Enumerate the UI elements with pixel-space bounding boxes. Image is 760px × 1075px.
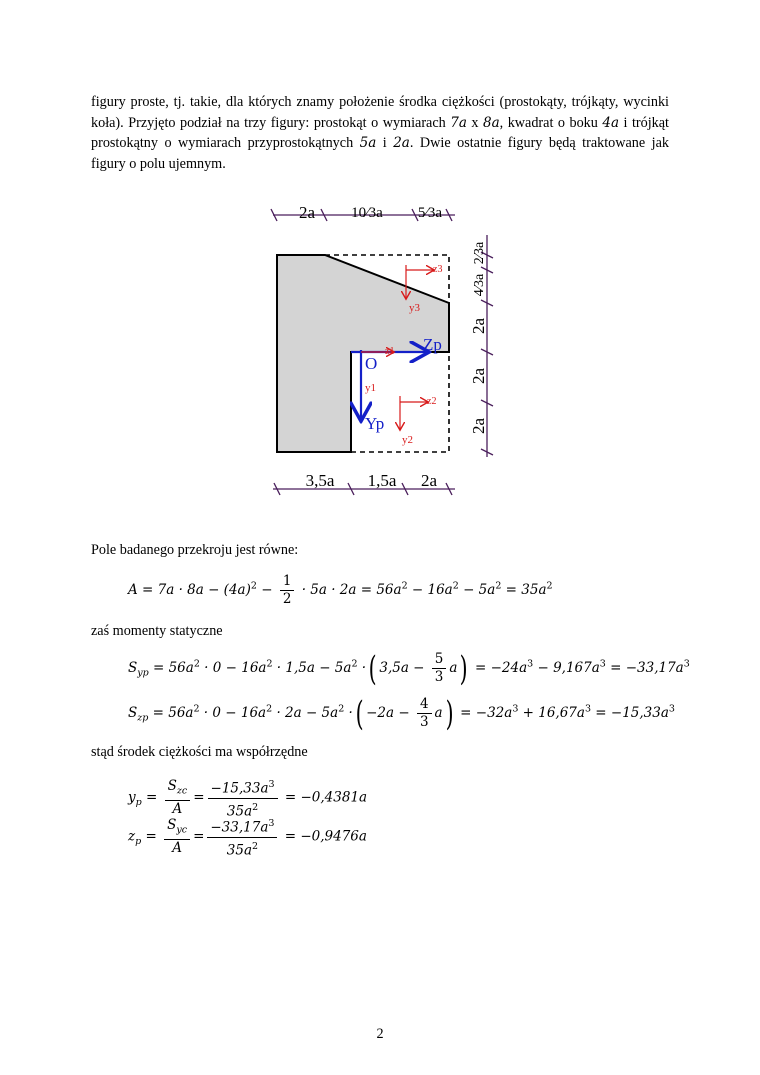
bottom-dim-3: 2a xyxy=(420,471,438,490)
szp-a: = 56a xyxy=(148,705,194,721)
yp-frac2-num: −15,33a xyxy=(210,780,269,797)
zp-lhs: z xyxy=(128,828,136,845)
zp-sub: p xyxy=(135,836,142,848)
area-part-2: · 5a · 2a = 56a xyxy=(297,582,402,598)
area-lhs: A = 7a · 8a − (4a) xyxy=(128,582,251,598)
z1-label: z1 xyxy=(385,346,395,357)
szp-c: · 2a − 5a xyxy=(272,705,339,721)
yp-frac1-num-sub: zc xyxy=(176,785,188,797)
szp-equation: $S_{zp} = 56a^2 \cdot 0 - 16a^2 \cdot 2a - 5a^2$ ·( −2a − $\frac{4}{3}$ $a) = -32a^3 + 16,67a^3 = -15,33a^3$ xyxy=(128,693,675,734)
intro-text-5: i xyxy=(376,135,394,151)
syp-f: − 9,167a xyxy=(533,660,600,676)
area-minus: − xyxy=(256,582,277,598)
yp-frac1-den: A xyxy=(172,800,183,817)
moments-intro: zaś momenty statyczne xyxy=(91,623,223,639)
right-dim-4: 2a xyxy=(469,367,488,385)
yp-fraction-1 xyxy=(165,778,191,818)
right-dim-1: 2⁄3a xyxy=(472,241,487,265)
syp-b: · 0 − 16a xyxy=(199,660,267,676)
right-dim-2: 4⁄3a xyxy=(472,273,487,297)
szp-in2: a xyxy=(434,705,443,721)
intro-paragraph xyxy=(91,92,669,174)
zp-frac2-den: 35a xyxy=(226,842,252,858)
intro-math-8a: 8a xyxy=(483,114,500,131)
intro-text-1: figury proste, tj. takie, dla których znamy położenie środka ciężkości (prostokąty, trójkąty, wycinki koła). Przyjęto podział na trzy figury: prostokąt o wymiarach xyxy=(91,94,669,131)
zp-result: = −0,9476a xyxy=(280,828,367,845)
yp-result: = −0,4381a xyxy=(280,789,368,806)
top-dim-1: 2a xyxy=(298,203,316,222)
zp-frac1-num-sub: yc xyxy=(176,824,188,836)
szp-frac-den: 3 xyxy=(419,714,429,730)
syp-in2: a xyxy=(449,660,458,676)
syp-frac-num: 5 xyxy=(432,651,447,669)
area-result: = 35a xyxy=(501,582,547,598)
intro-text-2: x xyxy=(466,114,483,131)
area-half-fraction xyxy=(280,573,295,608)
szp-f: + 16,67a xyxy=(518,705,585,721)
area-equation: $A = 7a \cdot 8a - (4a)^2$ − $\frac{1}{2}$ · $5a \cdot 2a = 56a^2 - 16a^2 - 5a^2 = 35a^2$ xyxy=(128,573,553,607)
y1-label: y1 xyxy=(365,382,376,394)
page-number: 2 xyxy=(376,1026,384,1042)
zp-axis-label: Zp xyxy=(423,335,442,354)
syp-c: · 1,5a − 5a xyxy=(272,660,352,676)
szp-fraction xyxy=(417,696,432,731)
centroid-intro: stąd środek ciężkości ma współrzędne xyxy=(91,744,308,760)
intro-math-4a: 4a xyxy=(602,114,620,131)
intro-text-6: . Dwie ostatnie figury będą traktowane jak figury o polu ujemnym. xyxy=(91,135,669,172)
syp-lhs: S xyxy=(128,660,138,676)
intro-math-5a: 5a xyxy=(359,135,377,151)
area-frac-den: 2 xyxy=(282,591,292,607)
intro-text-3: , kwadrat o boku xyxy=(499,114,603,131)
zp-frac1-num: S xyxy=(167,817,177,834)
zp-fraction-1 xyxy=(164,817,190,857)
syp-in1: 3,5a − xyxy=(379,660,429,676)
y3-label: y3 xyxy=(409,302,420,314)
syp-fraction xyxy=(432,651,447,686)
syp-result: = −33,17a xyxy=(605,660,684,676)
szp-sub: zp xyxy=(137,712,149,724)
right-dim-3: 2a xyxy=(469,317,488,335)
yp-equation: $y_p$ = $\frac{S_{zc}}{A}$ = $\frac{-15,33a^3}{35a^2}$ = −0,4381a xyxy=(128,776,367,820)
right-dim-5: 2a xyxy=(469,417,488,435)
area-part-4: − 5a xyxy=(458,582,496,598)
syp-e: = −24a xyxy=(470,660,528,676)
syp-sub: yp xyxy=(137,667,149,679)
syp-a: = 56a xyxy=(148,660,194,676)
area-intro: Pole badanego przekroju jest równe: xyxy=(91,542,299,558)
yp-fraction-2: $\frac{-15,33a^3}{35a^2}$ xyxy=(208,776,278,820)
origin-label: O xyxy=(365,354,378,373)
top-dim-2: 10⁄3a xyxy=(351,205,383,221)
yp-frac2-den: 35a xyxy=(226,803,253,819)
yp-lhs: y xyxy=(128,789,136,806)
yp-sub: p xyxy=(135,797,142,809)
intro-math-2a: 2a xyxy=(393,135,410,151)
szp-d: · xyxy=(344,705,353,721)
szp-b: · 0 − 16a xyxy=(199,705,267,721)
area-part-3: − 16a xyxy=(407,582,453,598)
syp-frac-den: 3 xyxy=(434,669,444,685)
syp-equation: $S_{yp} = 56a^2 \cdot 0 - 16a^2 \cdot 1,5a - 5a^2$ ·( 3,5a − $\frac{5}{3}$ $a) = -24a^3 - 9,167a^3 = -33,17a^3$ xyxy=(128,648,690,689)
area-frac-num: 1 xyxy=(280,573,295,591)
szp-in1: −2a − xyxy=(366,705,414,721)
bottom-dim-1: 3,5a xyxy=(305,471,335,490)
bottom-dim-2: 1,5a xyxy=(367,471,397,490)
zp-fraction-2: $\frac{-33,17a^3}{35a^2}$ xyxy=(207,815,277,859)
szp-lhs: S xyxy=(128,705,138,721)
syp-d: · xyxy=(357,660,367,676)
cross-section-figure xyxy=(255,195,515,500)
zp-frac2-num: −33,17a xyxy=(210,819,269,836)
intro-math-7a: 7a xyxy=(450,114,467,131)
intro-text-4: i trójkąt prostokątny o wymiarach przyprostokątnych xyxy=(91,114,669,151)
z2-label: z2 xyxy=(427,396,437,407)
szp-result: = −15,33a xyxy=(591,705,669,721)
z3-label: z3 xyxy=(433,264,443,275)
top-dim-3: 5⁄3a xyxy=(417,205,443,221)
szp-frac-num: 4 xyxy=(417,696,432,714)
yp-axis-label: Yp xyxy=(365,414,385,433)
szp-e: = −32a xyxy=(455,705,513,721)
zp-equation: $z_p$ = $\frac{S_{yc}}{A}$ = $\frac{-33,17a^3}{35a^2}$ = −0,9476a xyxy=(128,815,367,859)
zp-frac1-den: A xyxy=(172,839,182,856)
y2-label: y2 xyxy=(402,434,413,446)
yp-frac1-num: S xyxy=(167,778,177,795)
